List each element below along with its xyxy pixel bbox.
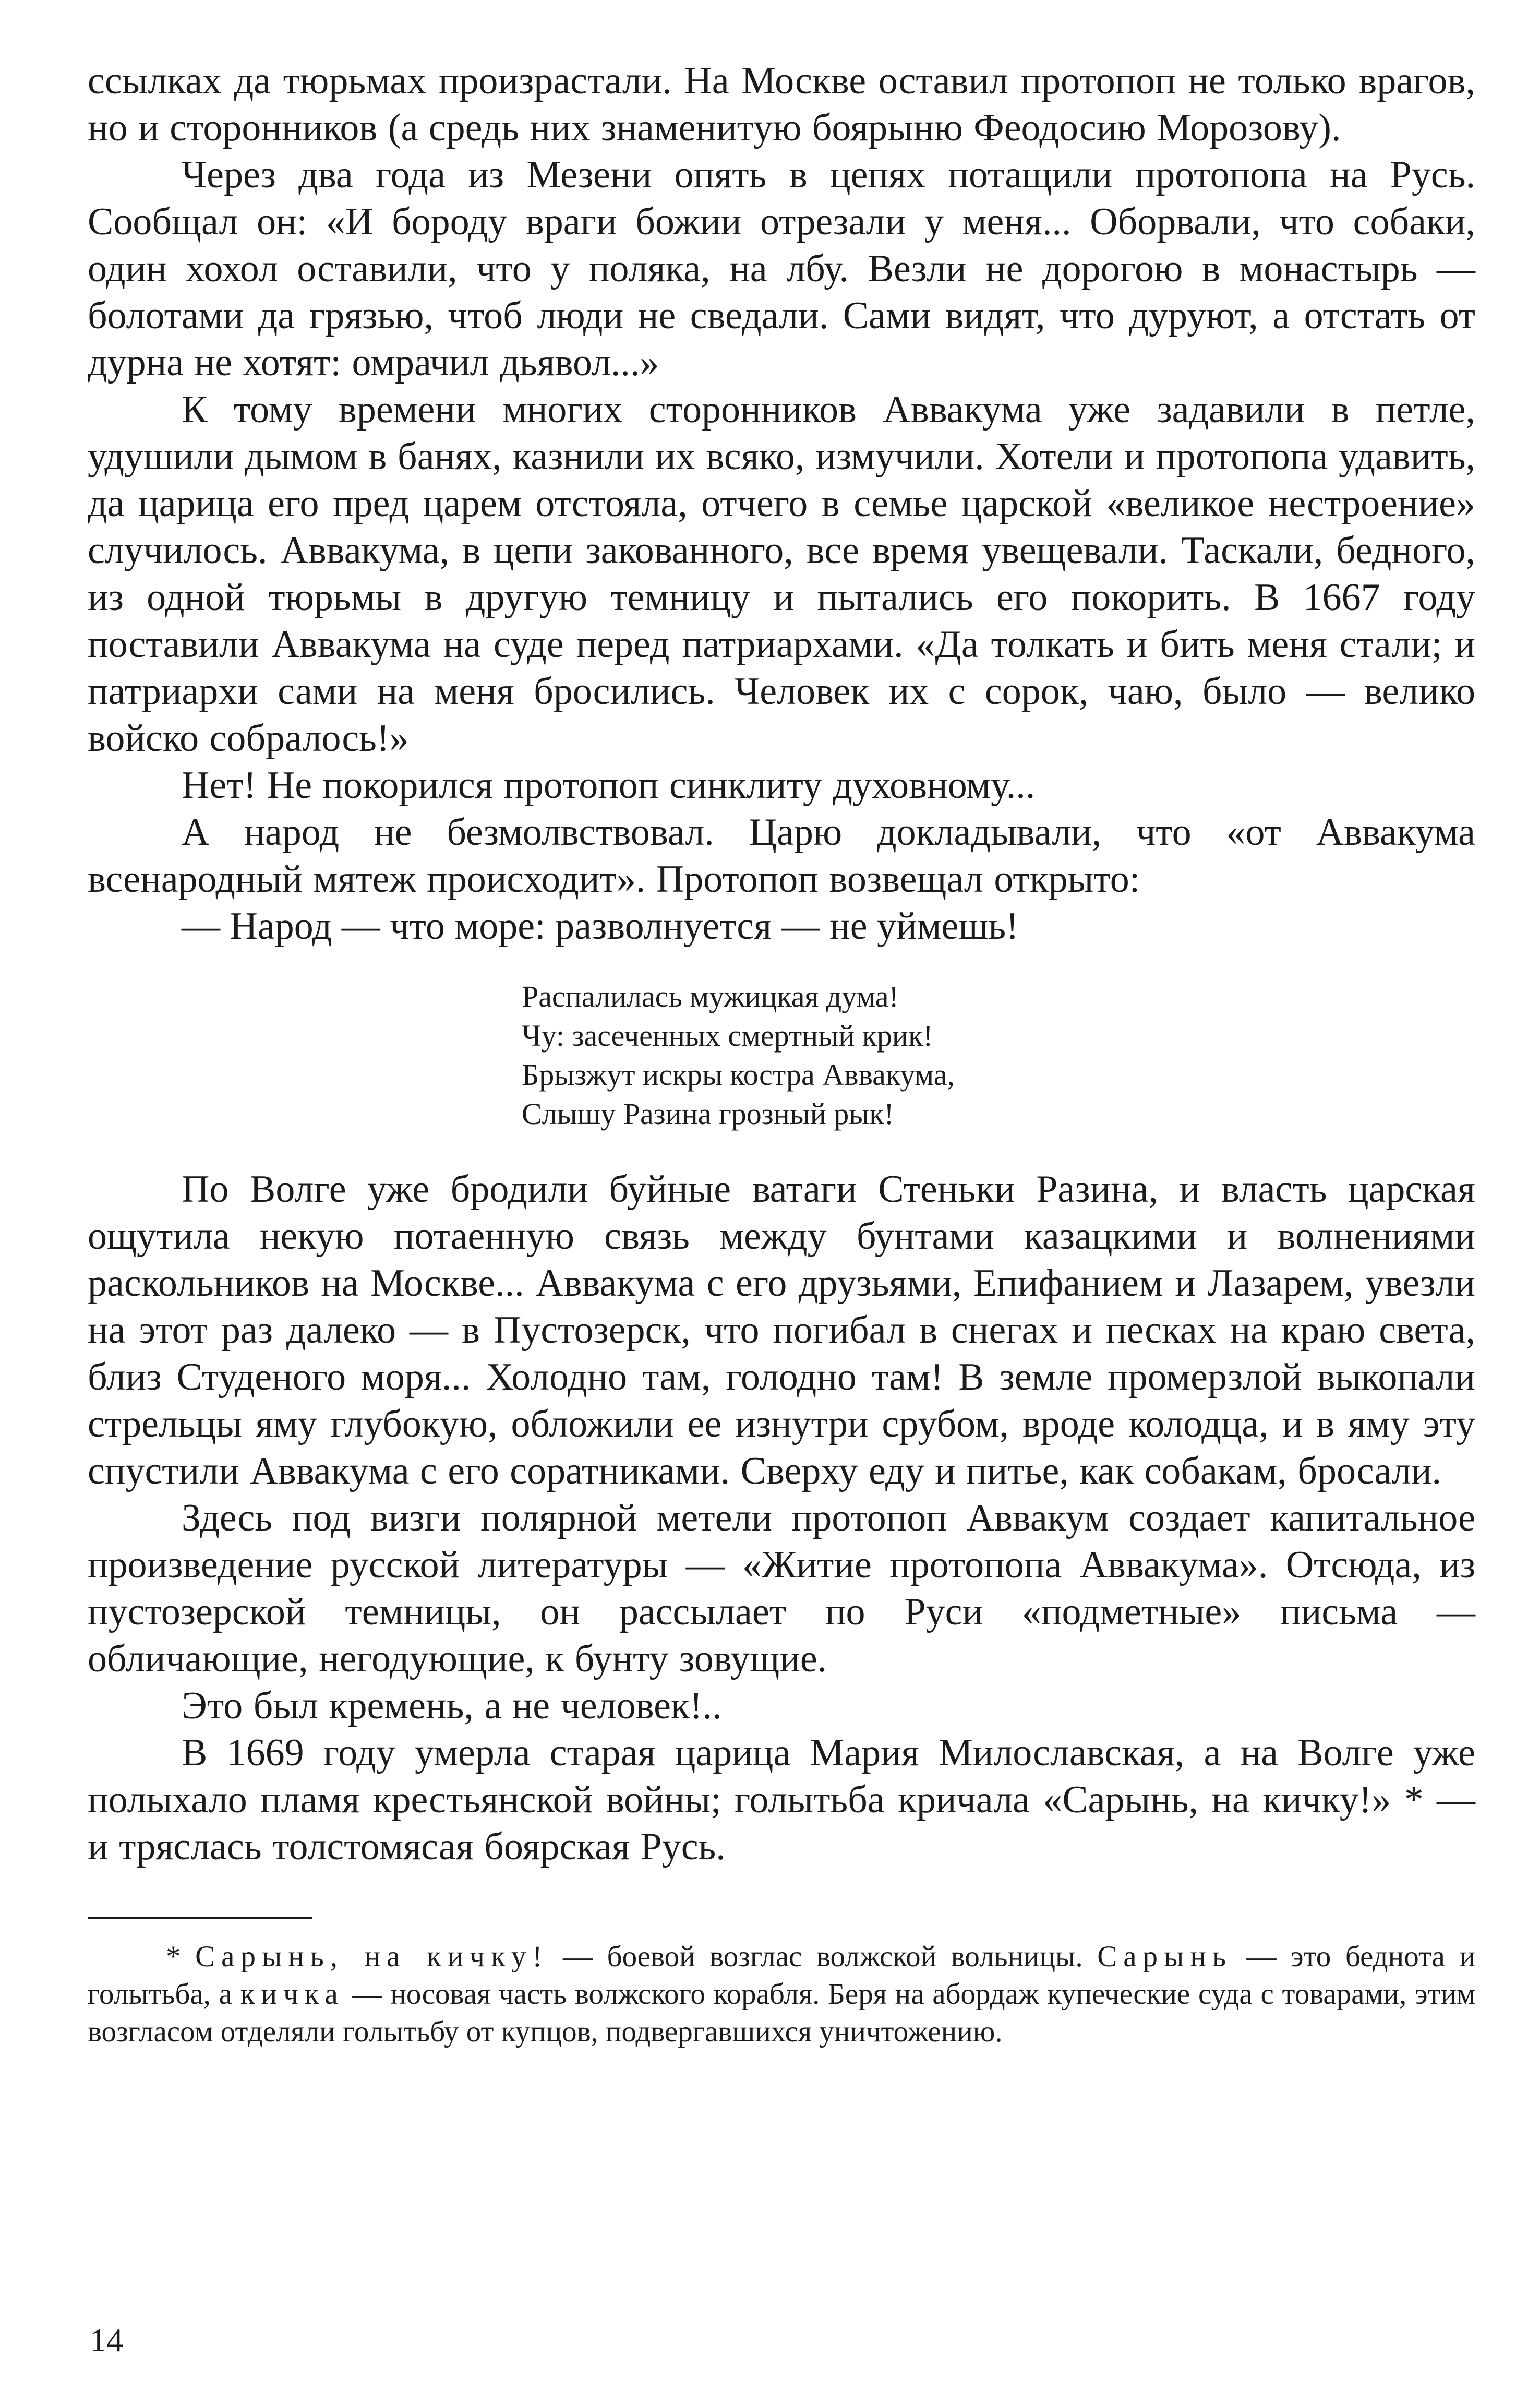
paragraph-people: А народ не безмолвствовал. Царю докладывали, что «от Аввакума всенародный мятеж происходит». Протопоп возвещал открыто: [88,811,1475,901]
paragraph-1669: В 1669 году умерла старая царица Мария Милославская, а на Волге уже полыхало пламя крестьянской войны; голытьба кричала «Сарынь, на кичку!» * — и тряслась толстомясая боярская Русь. [88,1731,1475,1868]
poem-line: Чу: засеченных смертный крик! [522,1019,933,1053]
footnote-term-saryn: Сарынь [1097,1940,1232,1973]
paragraph-continuation: ссылках да тюрьмах произрастали. На Москве оставил протопоп не только врагов, но и сторонников (а средь них знаменитую боярыню Феодосию Морозову). [88,59,1475,149]
footnote [88,1938,1475,2051]
poem-line: Брызжут искры костра Аввакума, [522,1058,955,1092]
paragraph-not-submitted: Нет! Не покорился протопоп синклиту духовному... [182,764,1036,807]
paragraph-supporters: К тому времени многих сторонников Аввакума уже задавили в петле, удушили дымом в банях, казнили их всяко, измучили. Хотели и протопопа удавить, да царица его пред царем отстояла, отчего в семье царской «великое нестроение» случилось. Аввакума, в цепи закованного, все время увещевали. Таскали, бедного, из одной тюрьмы в другую темницу и пытались его покорить. В 1667 году поставили Аввакума на суде перед патриархами. «Да толкать и бить меня стали; и патриархи сами на меня бросились. Человек их с сорок, чаю, было — велико войско собралось!» [88,388,1475,760]
poem-line: Слышу Разина грозный рык! [522,1097,894,1131]
page-body [88,57,1475,2051]
page-number: 14 [90,2322,123,2359]
footnote-definition: — боевой возглас волжской вольницы. [562,1940,1083,1973]
footnote-marker: * [166,1940,181,1973]
footnote-term: Сарынь, на кичку! [195,1940,549,1973]
poem-quote [522,977,1475,1133]
footnote-term-kichka: кичка [240,1978,344,2011]
paragraph-volga: По Волге уже бродили буйные ватаги Стеньки Разина, и власть царская ощутила некую потаенную связь между бунтами казацкими и волнениями раскольников на Москве... Аввакума с его друзьями, Епифанием и Лазарем, увезли на этот раз далеко — в Пустозерск, что погибал в снегах и песках на краю света, близ Студеного моря... Холодно там, голодно там! В земле промерзлой выкопали стрельцы яму глубокую, обложили ее изнутри срубом, вроде колодца, и в яму эту спустили Аввакума с его соратниками. Сверху еду и питье, как собакам, бросали. [88,1168,1475,1492]
paragraph-zhitie: Здесь под визги полярной метели протопоп Аввакум создает капитальное произведение русской литературы — «Житие протопопа Аввакума». Отсюда, из пустозерской темницы, он рассылает по Руси «подметные» письма — обличающие, негодующие, к бунту зовущие. [88,1497,1475,1680]
footnote-definition-kichka: — носовая часть волжского корабля. Беря на абордаж купеческие суда с товарами, этим возгласом отделяли голытьбу от купцов, подвергавшихся уничтожению. [88,1978,1476,2048]
paragraph-mezen: Через два года из Мезени опять в цепях потащили протопопа на Русь. Сообщал он: «И бороду враги божии отрезали у меня... Оборвали, что собаки, один хохол оставили, что у поляка, на лбу. Везли не дорогою в монастырь — болотами да грязью, чтоб люди не сведали. Сами видят, что дуруют, а отстать от дурна не хотят: омрачил дьявол...» [88,153,1475,384]
poem-line: Распалилась мужицкая дума! [522,979,899,1013]
dialogue-line: — Народ — что море: разволнуется — не уймешь! [182,905,1019,948]
footnote-definition-saryn: — это беднота и голытьба, а [88,1940,1475,2011]
paragraph-flint: Это был кремень, а не человек!.. [182,1684,722,1727]
footnote-divider [88,1917,312,1919]
